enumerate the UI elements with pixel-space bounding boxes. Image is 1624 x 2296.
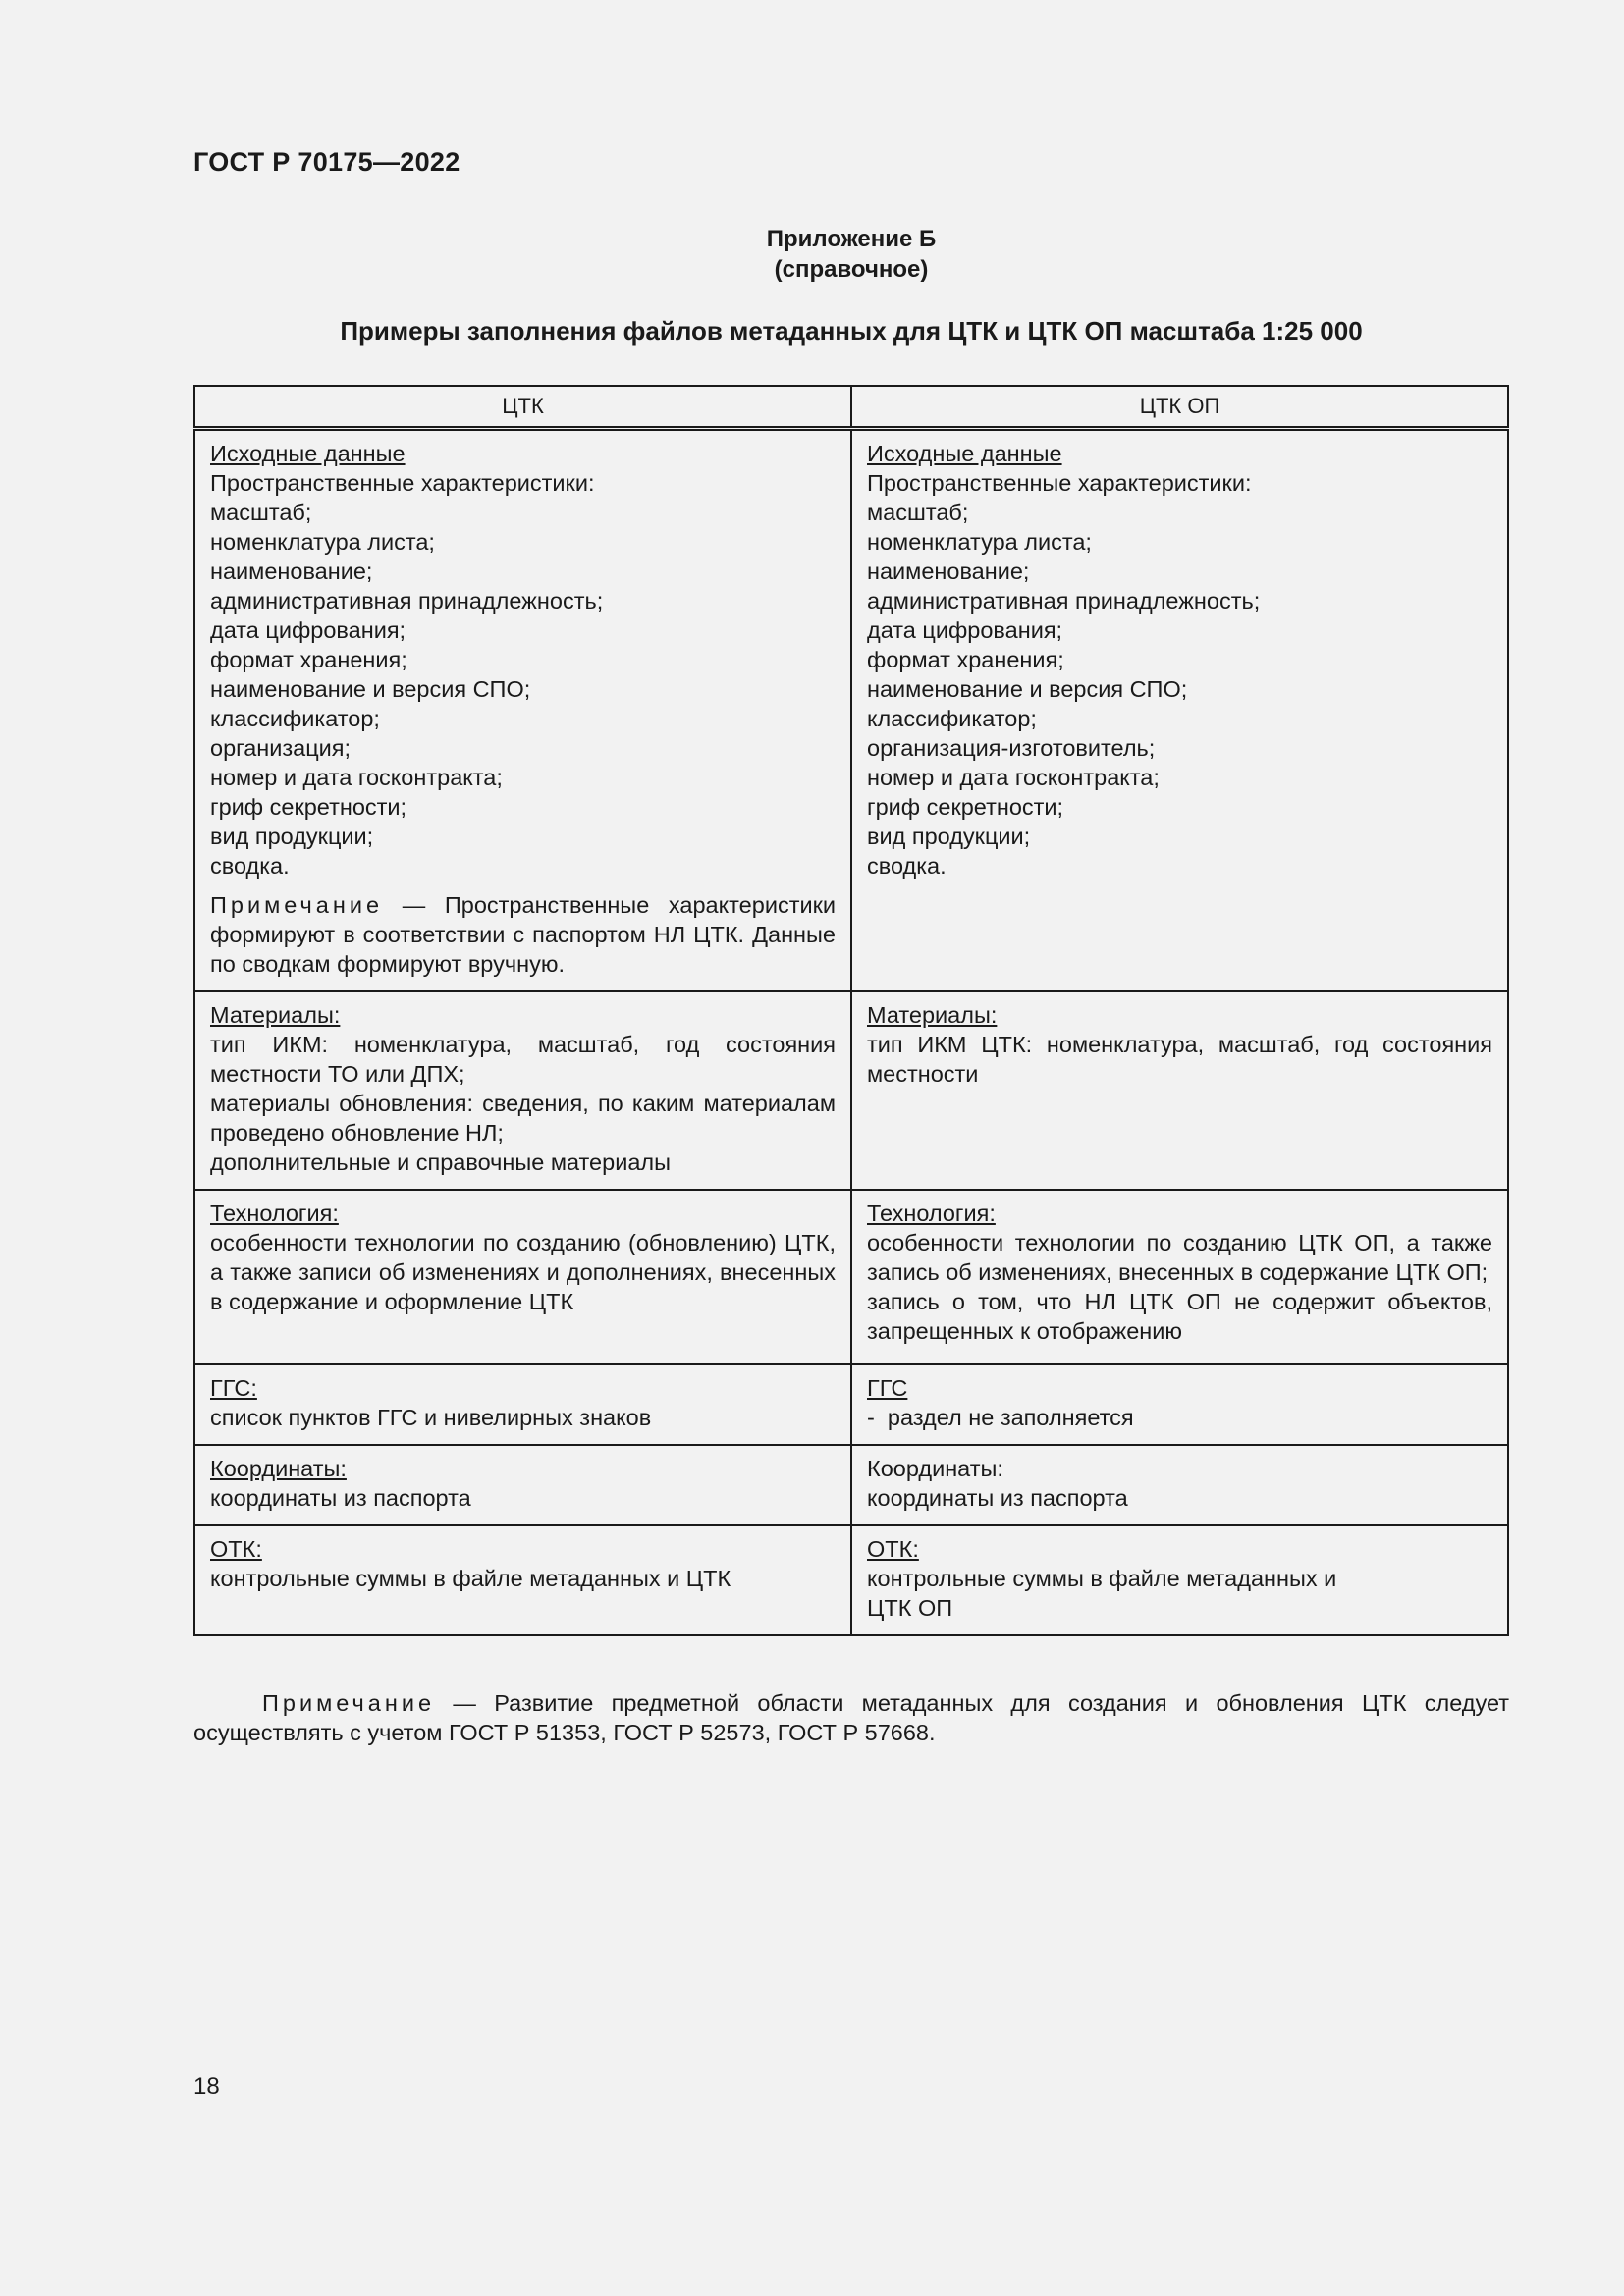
table-title: Примеры заполнения файлов метаданных для ЦТК и ЦТК ОП масштаба 1:25 000 [340, 316, 1363, 346]
section-heading: ОТК: [210, 1536, 262, 1562]
list-item: наименование; [210, 559, 373, 584]
table-row-source-data [194, 429, 1508, 992]
appendix-heading [193, 224, 1509, 285]
cell-materials-ctk [194, 991, 851, 1190]
metadata-table [193, 385, 1509, 1636]
list-item: Пространственные характеристики: [867, 470, 1252, 496]
list-item: административная принадлежность; [210, 588, 604, 614]
list-item: вид продукции; [210, 824, 374, 849]
cell-text: контрольные суммы в файле метаданных и ЦТК [210, 1566, 731, 1591]
list-item: особенности технологии по созданию ЦТК ОП, а также запись об изменениях, внесенных в содержание ЦТК ОП; [867, 1230, 1492, 1285]
cell-coords-ctk-op [851, 1445, 1508, 1525]
appendix-kind: (справочное) [774, 256, 929, 283]
cell-otk-ctk-op [851, 1525, 1508, 1635]
list-item: номенклатура листа; [867, 529, 1092, 555]
list-item: тип ИКМ ЦТК: номенклатура, масштаб, год состояния местности [867, 1032, 1492, 1087]
section-heading: Координаты: [867, 1456, 1003, 1481]
note-label: Примечание [210, 892, 384, 918]
list-item: формат хранения; [210, 647, 407, 672]
table-header-row [194, 386, 1508, 429]
list-item: масштаб; [867, 500, 969, 525]
footnote [193, 1688, 1509, 1747]
cell-source-ctk [194, 429, 851, 992]
section-heading: Материалы: [867, 1002, 998, 1028]
cell-materials-ctk-op [851, 991, 1508, 1190]
section-heading: ОТК: [867, 1536, 919, 1562]
list-item: вид продукции; [867, 824, 1031, 849]
list-item: тип ИКМ: номенклатура, масштаб, год состояния местности ТО или ДПХ; [210, 1032, 836, 1087]
section-heading: Материалы: [210, 1002, 341, 1028]
list-item: запись о том, что НЛ ЦТК ОП не содержит объектов, запрещенных к отображению [867, 1289, 1492, 1344]
list-item: Пространственные характеристики: [210, 470, 595, 496]
cell-text: координаты из паспорта [867, 1485, 1128, 1511]
section-heading: ГГС [867, 1375, 908, 1401]
list-item: формат хранения; [867, 647, 1064, 672]
cell-text: список пунктов ГГС и нивелирных знаков [210, 1405, 652, 1430]
cell-otk-ctk [194, 1525, 851, 1635]
list-item: наименование; [867, 559, 1030, 584]
cell-technology-ctk-op [851, 1190, 1508, 1364]
list-item: административная принадлежность; [867, 588, 1261, 614]
list-item: дата цифрования; [867, 617, 1063, 643]
cell-ggs-ctk-op [851, 1364, 1508, 1445]
footnote-text: — Развитие предметной области метаданных для создания и обновления ЦТК следует осуществлять с учетом ГОСТ Р 51353, ГОСТ Р 52573, ГОСТ Р 57668. [193, 1690, 1509, 1745]
cell-coords-ctk [194, 1445, 851, 1525]
list-item: номер и дата госконтракта; [867, 765, 1160, 790]
cell-text: контрольные суммы в файле метаданных и [867, 1566, 1337, 1591]
page-number: 18 [193, 2073, 220, 2100]
list-item: организация; [210, 735, 352, 761]
cell-text: ЦТК ОП [867, 1595, 953, 1621]
table-row-otk [194, 1525, 1508, 1635]
table-row-materials [194, 991, 1508, 1190]
list-item: наименование и версия СПО; [210, 676, 531, 702]
list-item: организация-изготовитель; [867, 735, 1156, 761]
section-heading: Технология: [210, 1201, 339, 1226]
column-header-ctk-op: ЦТК ОП [851, 386, 1508, 429]
footnote-label: Примечание [262, 1690, 436, 1716]
section-heading: Технология: [867, 1201, 996, 1226]
note-text: — Пространственные характеристики формируют в соответствии с паспортом НЛ ЦТК. Данные по сводкам формируют вручную. [210, 892, 836, 977]
cell-technology-ctk [194, 1190, 851, 1364]
section-heading: ГГС: [210, 1375, 257, 1401]
list-item: дата цифрования; [210, 617, 406, 643]
list-item: материалы обновления: сведения, по каким материалам проведено обновление НЛ; [210, 1091, 836, 1146]
list-item: классификатор; [210, 706, 380, 731]
cell-text: - раздел не заполняется [867, 1405, 1134, 1430]
list-item: гриф секретности; [867, 794, 1064, 820]
section-heading: Исходные данные [210, 441, 406, 466]
cell-text: координаты из паспорта [210, 1485, 471, 1511]
list-item: классификатор; [867, 706, 1037, 731]
appendix-title: Приложение Б [766, 226, 937, 252]
list-item: сводка. [210, 853, 290, 879]
list-item: масштаб; [210, 500, 312, 525]
table-row-technology [194, 1190, 1508, 1364]
section-heading: Исходные данные [867, 441, 1062, 466]
table-row-coordinates [194, 1445, 1508, 1525]
table-row-ggs [194, 1364, 1508, 1445]
list-item: наименование и версия СПО; [867, 676, 1188, 702]
list-item: сводка. [867, 853, 947, 879]
column-header-ctk: ЦТК [194, 386, 851, 429]
cell-ggs-ctk [194, 1364, 851, 1445]
section-heading: Координаты: [210, 1456, 347, 1481]
list-item: особенности технологии по созданию (обновлению) ЦТК, а также записи об изменениях и дополнениях, внесенных в содержание и оформление ЦТК [210, 1230, 836, 1314]
list-item: номенклатура листа; [210, 529, 435, 555]
cell-source-ctk-op [851, 429, 1508, 992]
list-item: дополнительные и справочные материалы [210, 1149, 671, 1175]
list-item: номер и дата госконтракта; [210, 765, 503, 790]
list-item: гриф секретности; [210, 794, 407, 820]
document-code: ГОСТ Р 70175—2022 [193, 147, 460, 177]
cell-note [210, 890, 836, 979]
